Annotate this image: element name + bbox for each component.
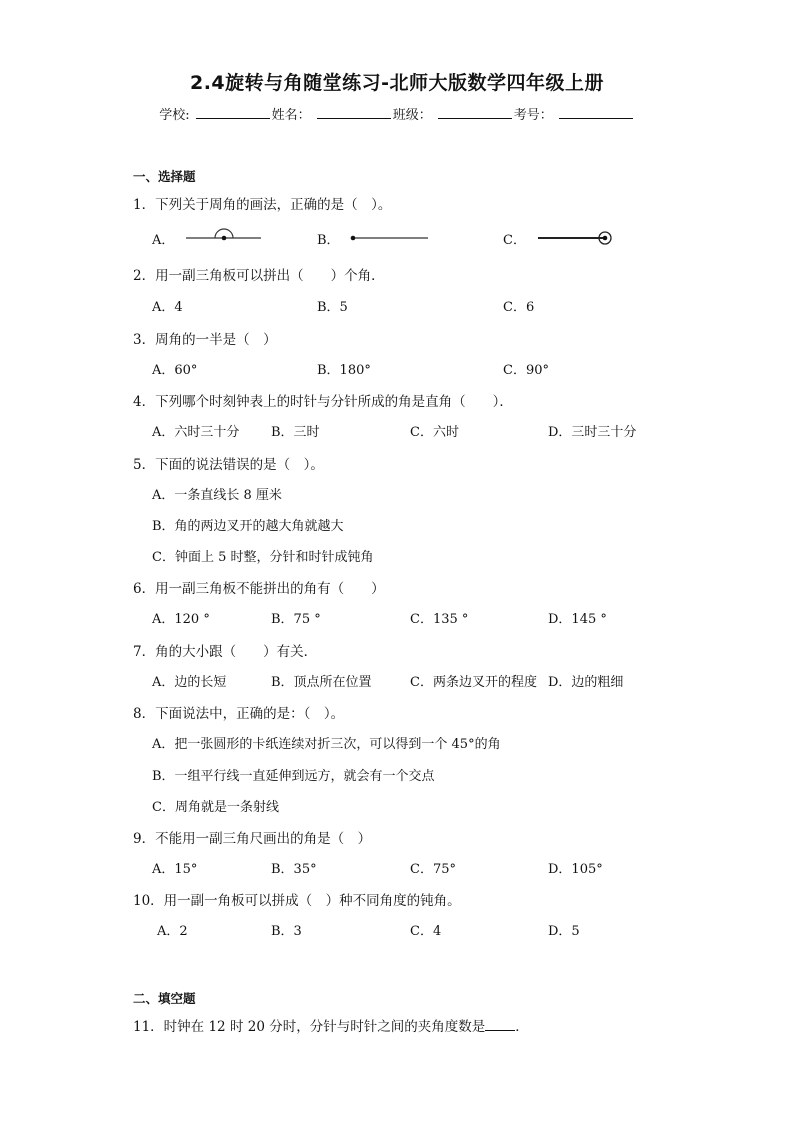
- q7-option-d: D．边的粗细: [548, 675, 624, 690]
- q7-option-a: A．边的长短: [152, 675, 227, 690]
- q10-option-c: C．4: [410, 924, 442, 939]
- page-title: 2.4旋转与角随堂练习-北师大版数学四年级上册: [189, 72, 605, 94]
- section-heading-choice: 一、选择题: [133, 169, 196, 184]
- section-heading-fill: 二、填空题: [133, 991, 196, 1006]
- question-6: 6．用一副三角板不能拼出的角有（ ）: [133, 581, 385, 597]
- class-label: 班级：: [392, 108, 432, 123]
- question-11-end: ．: [515, 1019, 529, 1035]
- question-11-answer-blank[interactable]: [485, 1018, 515, 1031]
- q2-option-a: A．4: [152, 300, 183, 315]
- q6-option-c: C．135 °: [410, 612, 469, 627]
- question-11-text: 11．时钟在 12 时 20 分时，分针与时针之间的夹角度数是: [133, 1019, 486, 1035]
- question-11: [133, 1015, 529, 1035]
- school-label: 学校:: [159, 108, 190, 123]
- q4-option-c: C．六时: [410, 425, 459, 440]
- q5-option-c: C．钟面上 5 时整，分针和时针成钝角: [152, 550, 374, 565]
- q1-figure-b: [351, 236, 428, 241]
- q5-option-b: B．角的两边叉开的越大角就越大: [152, 519, 344, 534]
- q4-option-a: A．六时三十分: [152, 425, 240, 440]
- q1-option-c: C．: [503, 233, 526, 248]
- exam-number-label: 考号：: [513, 108, 553, 123]
- q4-option-d: D．三时三十分: [548, 425, 637, 440]
- question-7: 7．角的大小跟（ ）有关．: [133, 644, 318, 660]
- q10-option-d: D．5: [548, 924, 580, 939]
- question-5: 5．下面的说法错误的是（ ）。: [133, 457, 324, 473]
- question-2: 2．用一副三角板可以拼出（ ）个角．: [133, 268, 385, 284]
- q3-option-b: B．180°: [317, 363, 371, 378]
- q8-option-a: A．把一张圆形的卡纸连续对折三次，可以得到一个 45°的角: [152, 737, 501, 752]
- question-4: 4．下列哪个时刻钟表上的时针与分针所成的角是直角（ ）．: [133, 394, 513, 410]
- question-3: 3．周角的一半是（ ）: [133, 332, 277, 348]
- q4-option-b: B．三时: [271, 425, 320, 440]
- q7-option-b: B．顶点所在位置: [271, 675, 372, 690]
- q1-figure-a: [186, 229, 261, 240]
- q6-option-a: A．120 °: [152, 612, 210, 627]
- q10-option-b: B．3: [271, 924, 302, 939]
- q8-option-b: B．一组平行线一直延伸到远方，就会有一个交点: [152, 769, 435, 784]
- q1-figure-c: [538, 232, 611, 244]
- q9-option-c: C．75°: [410, 862, 456, 877]
- q9-option-a: A．15°: [152, 862, 198, 877]
- q3-option-c: C．90°: [503, 363, 549, 378]
- q2-option-b: B．5: [317, 300, 348, 315]
- q5-option-a: A．一条直线长 8 厘米: [152, 488, 282, 503]
- q3-option-a: A．60°: [152, 363, 198, 378]
- question-1: 1．下列关于周角的画法，正确的是（ ）。: [133, 197, 392, 213]
- question-10: 10．用一副一角板可以拼成（ ）种不同角度的钝角。: [133, 893, 461, 909]
- q6-option-d: D．145 °: [548, 612, 607, 627]
- question-9: 9．不能用一副三角尺画出的角是（ ）: [133, 831, 372, 847]
- q9-option-d: D．105°: [548, 862, 603, 877]
- q1-option-b: B．: [317, 233, 340, 248]
- q8-option-c: C．周角就是一条射线: [152, 800, 279, 815]
- q9-option-b: B．35°: [271, 862, 317, 877]
- q7-option-c: C．两条边叉开的程度: [410, 675, 537, 690]
- question-8: 8．下面说法中，正确的是：（ ）。: [133, 706, 345, 722]
- q6-option-b: B．75 °: [271, 612, 321, 627]
- q10-option-a: A．2: [157, 924, 188, 939]
- name-label: 姓名：: [271, 108, 311, 123]
- q1-option-a: A．: [152, 233, 175, 248]
- q2-option-c: C．6: [503, 300, 535, 315]
